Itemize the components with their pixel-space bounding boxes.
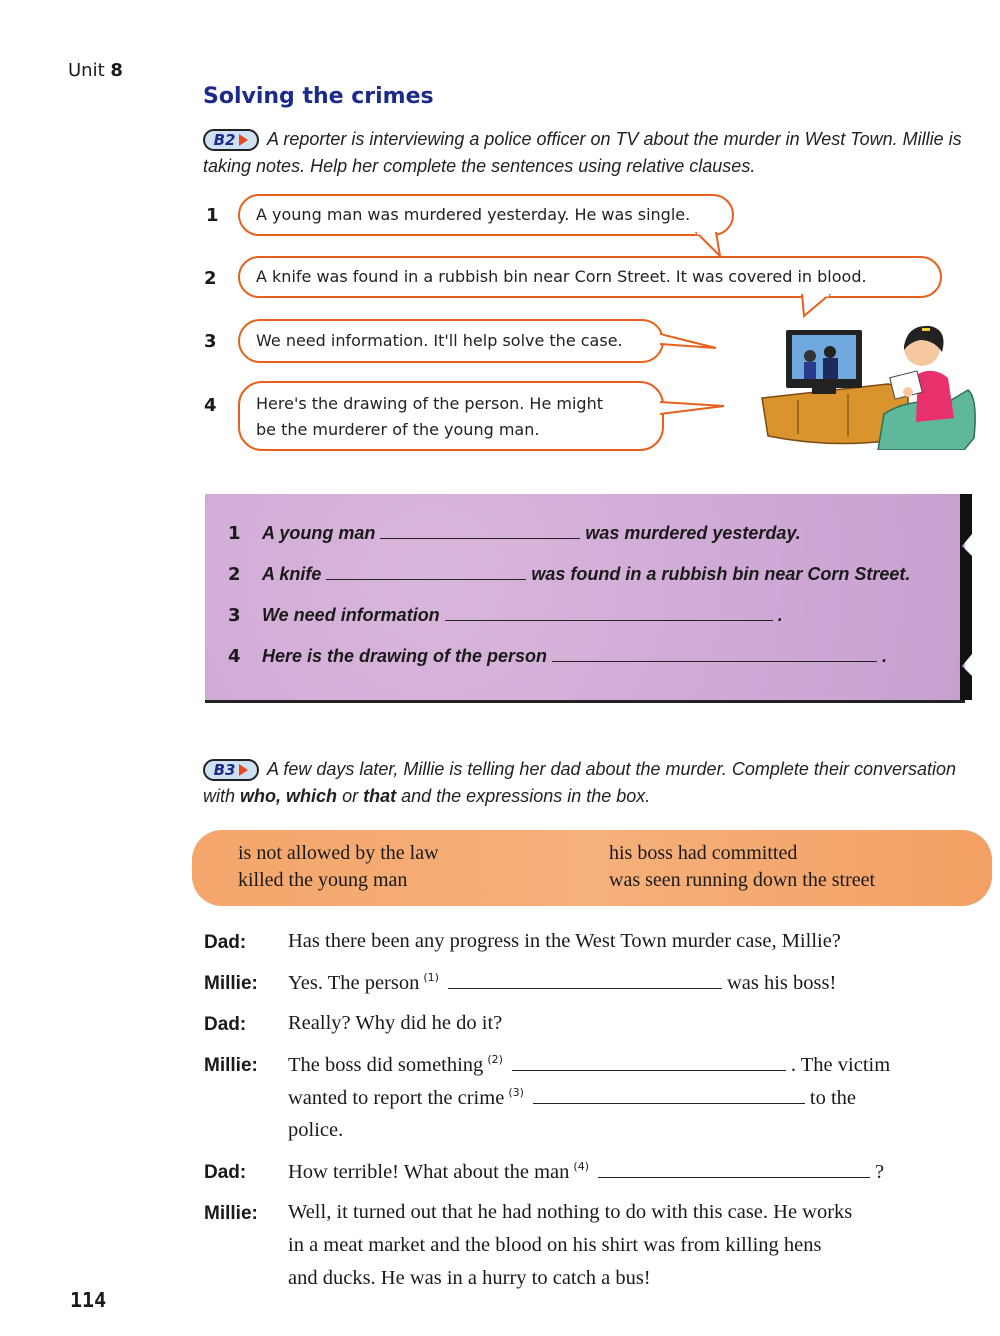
bubble-tail — [694, 232, 734, 258]
unit-word: Unit — [68, 60, 105, 81]
b2-badge[interactable] — [203, 129, 259, 151]
bubble-text-line: be the murderer of the young man. — [256, 420, 540, 439]
dialogue-line — [288, 1086, 856, 1110]
dialogue-line — [288, 971, 836, 995]
bubble-text-line: Here's the drawing of the person. He might — [256, 394, 603, 413]
note-text-after: was found in a rubbish bin near Corn Street. — [531, 564, 911, 584]
dialogue-text: Yes. The person — [288, 971, 420, 994]
dialogue-line: Has there been any progress in the West Town murder case, Millie? — [288, 930, 841, 952]
keyword-who: who, — [240, 786, 282, 806]
answer-blank[interactable] — [512, 1056, 786, 1071]
speaker-label: Dad: — [204, 1162, 247, 1183]
blank-ref: (4) — [573, 1160, 589, 1173]
expression: is not allowed by the law — [238, 842, 439, 864]
blank-ref: (2) — [487, 1053, 503, 1066]
b3-instructions — [203, 756, 973, 810]
b2-badge-label: B2 — [213, 130, 236, 149]
keyword-which: which — [286, 786, 338, 806]
bubble-number: 1 — [206, 205, 219, 226]
speaker-label: Millie: — [204, 973, 258, 994]
play-icon — [239, 134, 248, 146]
dialogue-text: ? — [875, 1160, 885, 1183]
dialogue-line: and ducks. He was in a hurry to catch a bus! — [288, 1267, 651, 1289]
dialogue-line: police. — [288, 1119, 344, 1141]
expression: was seen running down the street — [609, 869, 876, 891]
dialogue-text: was his boss! — [726, 971, 837, 994]
bubble-number: 2 — [204, 268, 217, 289]
dialogue-line — [288, 1160, 884, 1184]
dialogue-text: wanted to report the crime — [288, 1086, 505, 1109]
play-icon — [239, 764, 248, 776]
note-text-before: Here is the drawing of the person — [262, 646, 548, 666]
torn-edge — [960, 494, 975, 700]
bubble-number: 4 — [204, 395, 217, 416]
note-text-after: . — [882, 646, 888, 666]
dialogue-text: How terrible! What about the man — [288, 1160, 570, 1183]
speech-bubble — [238, 319, 664, 363]
note-number: 4 — [228, 646, 241, 667]
note-line — [228, 605, 783, 626]
keyword-that: that — [363, 786, 397, 806]
dialogue-line: Well, it turned out that he had nothing to do with this case. He works — [288, 1201, 853, 1223]
note-line — [228, 523, 801, 544]
note-number: 2 — [228, 564, 241, 585]
speaker-label: Dad: — [204, 932, 247, 953]
unit-number: 8 — [110, 60, 123, 81]
expression: his boss had committed — [609, 842, 798, 864]
bubble-number: 3 — [204, 331, 217, 352]
note-text-after: was murdered yesterday. — [585, 523, 801, 543]
b3-badge[interactable] — [203, 759, 259, 781]
page-number: 114 — [70, 1288, 107, 1312]
bubble-text: A young man was murdered yesterday. He was single. — [256, 205, 691, 224]
b3-instructions-text: A few days later, Millie is telling her dad about the murder. Complete their conversation with — [203, 759, 957, 806]
note-number: 1 — [228, 523, 241, 544]
dialogue-line: Really? Why did he do it? — [288, 1012, 503, 1034]
note-text-before: A knife — [262, 564, 322, 584]
answer-blank[interactable] — [552, 647, 877, 662]
b3-badge-label: B3 — [213, 760, 236, 779]
answer-blank[interactable] — [448, 974, 722, 989]
note-text-before: A young man — [262, 523, 376, 543]
note-line — [228, 564, 910, 585]
bubble-tail — [660, 400, 730, 424]
dialogue-line — [288, 1053, 890, 1077]
answer-blank[interactable] — [533, 1089, 805, 1104]
blank-ref: (3) — [508, 1086, 524, 1099]
b2-instructions-text: A reporter is interviewing a police officer on TV about the murder in West Town. Millie is taking notes. Help her complete the sentences using relative clauses. — [203, 129, 962, 176]
b2-instructions — [203, 126, 973, 180]
answer-blank[interactable] — [326, 565, 526, 580]
answer-blank[interactable] — [445, 606, 773, 621]
girl-watching-tv-illustration — [758, 318, 978, 450]
dialogue-text: . The victim — [790, 1053, 891, 1076]
note-line — [228, 646, 887, 667]
dialogue-line: in a meat market and the blood on his shirt was from killing hens — [288, 1234, 822, 1256]
bubble-tail — [800, 294, 840, 320]
bubble-text: We need information. It'll help solve the case. — [256, 331, 623, 350]
b3-instructions-text-end: and the expressions in the box. — [401, 786, 651, 806]
instructions-or: or — [342, 786, 359, 806]
expression: killed the young man — [238, 869, 408, 891]
bubble-text: A knife was found in a rubbish bin near Corn Street. It was covered in blood. — [256, 267, 867, 286]
speaker-label: Dad: — [204, 1014, 247, 1035]
answer-blank[interactable] — [598, 1163, 870, 1178]
blank-ref: (1) — [423, 971, 439, 984]
speaker-label: Millie: — [204, 1203, 258, 1224]
note-text-after: . — [777, 605, 783, 625]
answer-blank[interactable] — [380, 524, 580, 539]
speech-bubble — [238, 194, 734, 236]
note-text-before: We need information — [262, 605, 440, 625]
unit-label — [68, 60, 123, 81]
speaker-label: Millie: — [204, 1055, 258, 1076]
dialogue-text: The boss did something — [288, 1053, 484, 1076]
dialogue-text: to the — [809, 1086, 857, 1109]
bubble-tail — [660, 330, 720, 354]
speech-bubble — [238, 256, 942, 298]
speech-bubble — [238, 381, 664, 451]
section-title: Solving the crimes — [203, 84, 434, 109]
note-number: 3 — [228, 605, 241, 626]
